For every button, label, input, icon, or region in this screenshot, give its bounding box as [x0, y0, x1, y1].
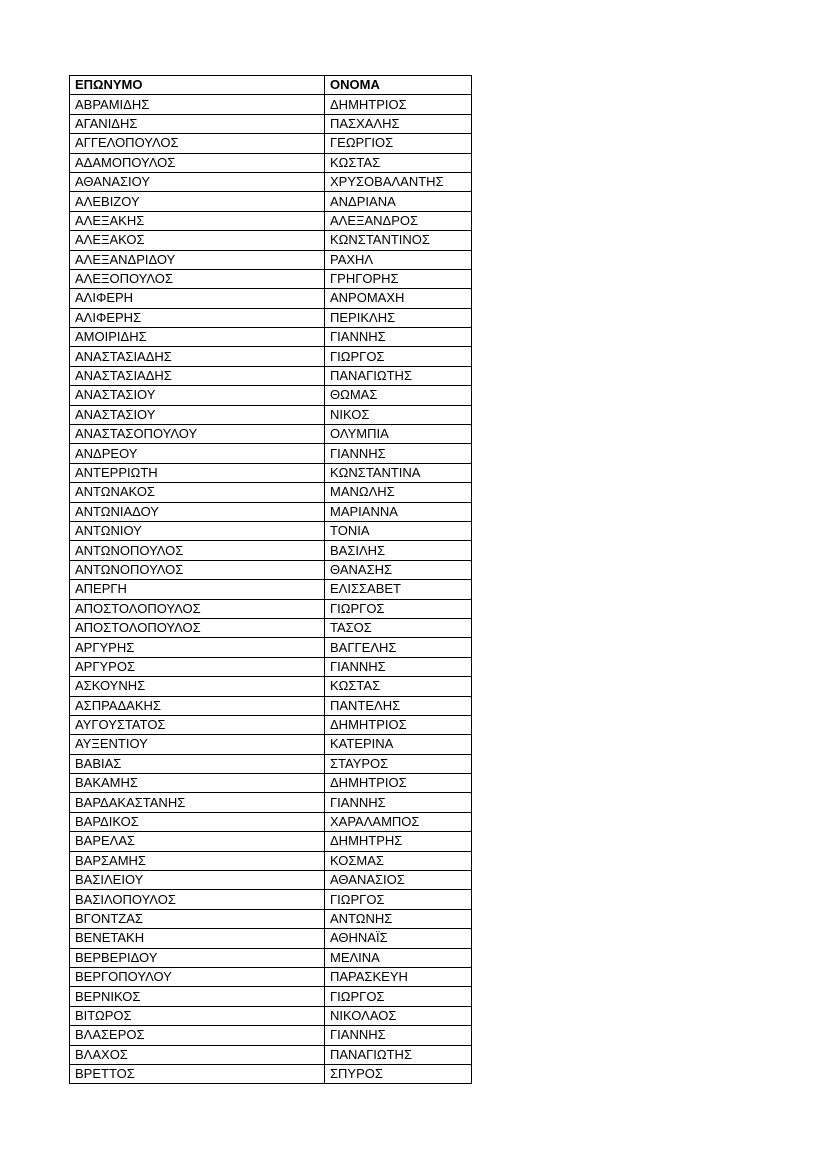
first-name-cell: ΤΟΝΙΑ: [325, 521, 472, 540]
table-row: [70, 754, 472, 773]
surname-cell: ΒΛΑΧΟΣ: [70, 1045, 325, 1064]
surname-cell: ΒΕΡΒΕΡΙΔΟΥ: [70, 948, 325, 967]
table-row: [70, 231, 472, 250]
surname-cell: ΑΡΓΥΡΗΣ: [70, 638, 325, 657]
first-name-cell: ΑΘΑΝΑΣΙΟΣ: [325, 871, 472, 890]
first-name-cell: ΚΩΝΣΤΑΝΤΙΝΟΣ: [325, 231, 472, 250]
first-name-cell: ΑΛΕΞΑΝΔΡΟΣ: [325, 211, 472, 230]
first-name-cell: ΓΙΑΝΝΗΣ: [325, 328, 472, 347]
surname-cell: ΒΑΣΙΛΟΠΟΥΛΟΣ: [70, 890, 325, 909]
first-name-cell: ΓΡΗΓΟΡΗΣ: [325, 269, 472, 288]
table-row: [70, 134, 472, 153]
surname-cell: ΒΑΚΑΜΗΣ: [70, 774, 325, 793]
surname-cell: ΑΓΓΕΛΟΠΟΥΛΟΣ: [70, 134, 325, 153]
first-name-cell: ΧΡΥΣΟΒΑΛΑΝΤΗΣ: [325, 172, 472, 191]
table-row: [70, 328, 472, 347]
first-name-cell: ΓΙΩΡΓΟΣ: [325, 890, 472, 909]
surname-cell: ΒΑΡΔΑΚΑΣΤΑΝΗΣ: [70, 793, 325, 812]
surname-cell: ΒΑΒΙΑΣ: [70, 754, 325, 773]
surname-cell: ΑΛΙΦΕΡΗ: [70, 289, 325, 308]
first-name-cell: ΜΑΡΙΑΝΝΑ: [325, 502, 472, 521]
table-row: [70, 114, 472, 133]
table-row: [70, 929, 472, 948]
table-row: [70, 696, 472, 715]
table-row: [70, 735, 472, 754]
table-row: [70, 871, 472, 890]
first-name-cell: ΓΙΩΡΓΟΣ: [325, 347, 472, 366]
first-name-cell: ΡΑΧΗΛ: [325, 250, 472, 269]
surname-cell: ΒΕΡΝΙΚΟΣ: [70, 987, 325, 1006]
table-row: [70, 308, 472, 327]
first-name-cell: ΝΙΚΟΣ: [325, 405, 472, 424]
first-name-cell: ΕΛΙΣΣΑΒΕΤ: [325, 580, 472, 599]
first-name-cell: ΒΑΓΓΕΛΗΣ: [325, 638, 472, 657]
first-name-cell: ΚΩΣΤΑΣ: [325, 677, 472, 696]
table-row: [70, 521, 472, 540]
table-row: [70, 444, 472, 463]
surname-cell: ΑΛΕΞΑΝΔΡΙΔΟΥ: [70, 250, 325, 269]
first-name-cell: ΘΩΜΑΣ: [325, 386, 472, 405]
table-row: [70, 560, 472, 579]
first-name-cell: ΔΗΜΗΤΡΙΟΣ: [325, 95, 472, 114]
table-row: [70, 677, 472, 696]
table-row: [70, 172, 472, 191]
surname-cell: ΑΠΕΡΓΗ: [70, 580, 325, 599]
first-name-cell: ΟΛΥΜΠΙΑ: [325, 425, 472, 444]
first-name-cell: ΧΑΡΑΛΑΜΠΟΣ: [325, 812, 472, 831]
first-name-cell: ΔΗΜΗΤΡΗΣ: [325, 832, 472, 851]
first-name-cell: ΓΙΑΝΝΗΣ: [325, 793, 472, 812]
table-row: [70, 483, 472, 502]
surname-cell: ΒΕΝΕΤΑΚΗ: [70, 929, 325, 948]
first-name-cell: ΓΙΑΝΝΗΣ: [325, 1026, 472, 1045]
first-name-cell: ΣΤΑΥΡΟΣ: [325, 754, 472, 773]
table-row: [70, 774, 472, 793]
surname-cell: ΒΛΑΣΕΡΟΣ: [70, 1026, 325, 1045]
surname-cell: ΑΝΤΕΡΡΙΩΤΗ: [70, 463, 325, 482]
surname-cell: ΒΑΡΣΑΜΗΣ: [70, 851, 325, 870]
table-row: [70, 1064, 472, 1083]
surname-cell: ΑΝΑΣΤΑΣΙΟΥ: [70, 405, 325, 424]
first-name-cell: ΜΑΝΩΛΗΣ: [325, 483, 472, 502]
header-surname: ΕΠΩΝΥΜΟ: [70, 76, 325, 95]
surname-cell: ΑΥΞΕΝΤΙΟΥ: [70, 735, 325, 754]
table-header-row: [70, 76, 472, 95]
surname-cell: ΑΝΑΣΤΑΣΙΟΥ: [70, 386, 325, 405]
table-row: [70, 211, 472, 230]
surname-cell: ΑΝΤΩΝΙΑΔΟΥ: [70, 502, 325, 521]
first-name-cell: ΚΑΤΕΡΙΝΑ: [325, 735, 472, 754]
table-row: [70, 715, 472, 734]
surname-cell: ΑΝΤΩΝΙΟΥ: [70, 521, 325, 540]
table-row: [70, 657, 472, 676]
first-name-cell: ΓΙΩΡΓΟΣ: [325, 599, 472, 618]
first-name-cell: ΑΝΡΟΜΑΧΗ: [325, 289, 472, 308]
surname-cell: ΑΛΙΦΕΡΗΣ: [70, 308, 325, 327]
table-row: [70, 832, 472, 851]
table-row: [70, 250, 472, 269]
first-name-cell: ΝΙΚΟΛΑΟΣ: [325, 1006, 472, 1025]
table-row: [70, 463, 472, 482]
first-name-cell: ΓΙΑΝΝΗΣ: [325, 444, 472, 463]
table-row: [70, 638, 472, 657]
surname-cell: ΑΠΟΣΤΟΛΟΠΟΥΛΟΣ: [70, 599, 325, 618]
surname-cell: ΑΛΕΞΟΠΟΥΛΟΣ: [70, 269, 325, 288]
table-row: [70, 890, 472, 909]
surname-cell: ΑΣΠΡΑΔΑΚΗΣ: [70, 696, 325, 715]
table-row: [70, 580, 472, 599]
first-name-cell: ΓΙΩΡΓΟΣ: [325, 987, 472, 1006]
first-name-cell: ΔΗΜΗΤΡΙΟΣ: [325, 774, 472, 793]
table-row: [70, 425, 472, 444]
table-row: [70, 851, 472, 870]
table-row: [70, 599, 472, 618]
surname-cell: ΑΝΑΣΤΑΣΙΑΔΗΣ: [70, 366, 325, 385]
first-name-cell: ΠΑΣΧΑΛΗΣ: [325, 114, 472, 133]
first-name-cell: ΚΩΣΤΑΣ: [325, 153, 472, 172]
surname-cell: ΒΑΣΙΛΕΙΟΥ: [70, 871, 325, 890]
first-name-cell: ΤΑΣΟΣ: [325, 618, 472, 637]
surname-cell: ΑΔΑΜΟΠΟΥΛΟΣ: [70, 153, 325, 172]
surname-cell: ΑΛΕΞΑΚΟΣ: [70, 231, 325, 250]
table-row: [70, 386, 472, 405]
first-name-cell: ΘΑΝΑΣΗΣ: [325, 560, 472, 579]
table-row: [70, 269, 472, 288]
surname-cell: ΑΠΟΣΤΟΛΟΠΟΥΛΟΣ: [70, 618, 325, 637]
surname-cell: ΑΝΤΩΝΑΚΟΣ: [70, 483, 325, 502]
surname-cell: ΑΝΤΩΝΟΠΟΥΛΟΣ: [70, 541, 325, 560]
table-row: [70, 909, 472, 928]
first-name-cell: ΠΑΝΤΕΛΗΣ: [325, 696, 472, 715]
table-row: [70, 289, 472, 308]
table-row: [70, 366, 472, 385]
first-name-cell: ΠΕΡΙΚΛΗΣ: [325, 308, 472, 327]
table-row: [70, 1006, 472, 1025]
first-name-cell: ΓΕΩΡΓΙΟΣ: [325, 134, 472, 153]
surname-cell: ΑΒΡΑΜΙΔΗΣ: [70, 95, 325, 114]
table-row: [70, 95, 472, 114]
first-name-cell: ΑΝΔΡΙΑΝΑ: [325, 192, 472, 211]
surname-cell: ΑΝΔΡΕΟΥ: [70, 444, 325, 463]
table-row: [70, 618, 472, 637]
first-name-cell: ΜΕΛΙΝΑ: [325, 948, 472, 967]
surname-cell: ΒΡΕΤΤΟΣ: [70, 1064, 325, 1083]
table-row: [70, 153, 472, 172]
first-name-cell: ΔΗΜΗΤΡΙΟΣ: [325, 715, 472, 734]
table-row: [70, 405, 472, 424]
header-first-name: ΟΝΟΜΑ: [325, 76, 472, 95]
names-table: [69, 75, 472, 1084]
surname-cell: ΒΕΡΓΟΠΟΥΛΟΥ: [70, 967, 325, 986]
surname-cell: ΑΥΓΟΥΣΤΑΤΟΣ: [70, 715, 325, 734]
table-row: [70, 1045, 472, 1064]
surname-cell: ΑΛΕΞΑΚΗΣ: [70, 211, 325, 230]
first-name-cell: ΑΘΗΝΑΪΣ: [325, 929, 472, 948]
table-body: [70, 95, 472, 1084]
surname-cell: ΑΛΕΒΙΖΟΥ: [70, 192, 325, 211]
first-name-cell: ΒΑΣΙΛΗΣ: [325, 541, 472, 560]
surname-cell: ΒΑΡΕΛΑΣ: [70, 832, 325, 851]
surname-cell: ΑΝΑΣΤΑΣΟΠΟΥΛΟΥ: [70, 425, 325, 444]
first-name-cell: ΣΠΥΡΟΣ: [325, 1064, 472, 1083]
surname-cell: ΒΙΤΩΡΟΣ: [70, 1006, 325, 1025]
table-row: [70, 967, 472, 986]
table-row: [70, 502, 472, 521]
first-name-cell: ΑΝΤΩΝΗΣ: [325, 909, 472, 928]
surname-cell: ΑΝΤΩΝΟΠΟΥΛΟΣ: [70, 560, 325, 579]
surname-cell: ΑΘΑΝΑΣΙΟΥ: [70, 172, 325, 191]
table-row: [70, 541, 472, 560]
table-row: [70, 192, 472, 211]
table-row: [70, 948, 472, 967]
surname-cell: ΑΡΓΥΡΟΣ: [70, 657, 325, 676]
table-row: [70, 793, 472, 812]
table-row: [70, 812, 472, 831]
surname-cell: ΑΝΑΣΤΑΣΙΑΔΗΣ: [70, 347, 325, 366]
first-name-cell: ΚΟΣΜΑΣ: [325, 851, 472, 870]
table-row: [70, 987, 472, 1006]
first-name-cell: ΚΩΝΣΤΑΝΤΙΝΑ: [325, 463, 472, 482]
surname-cell: ΒΑΡΔΙΚΟΣ: [70, 812, 325, 831]
surname-cell: ΑΣΚΟΥΝΗΣ: [70, 677, 325, 696]
surname-cell: ΒΓΟΝΤΖΑΣ: [70, 909, 325, 928]
first-name-cell: ΠΑΝΑΓΙΩΤΗΣ: [325, 366, 472, 385]
surname-cell: ΑΜΟΙΡΙΔΗΣ: [70, 328, 325, 347]
table-row: [70, 1026, 472, 1045]
table-row: [70, 347, 472, 366]
first-name-cell: ΠΑΝΑΓΙΩΤΗΣ: [325, 1045, 472, 1064]
surname-cell: ΑΓΑΝΙΔΗΣ: [70, 114, 325, 133]
first-name-cell: ΓΙΑΝΝΗΣ: [325, 657, 472, 676]
first-name-cell: ΠΑΡΑΣΚΕΥΗ: [325, 967, 472, 986]
